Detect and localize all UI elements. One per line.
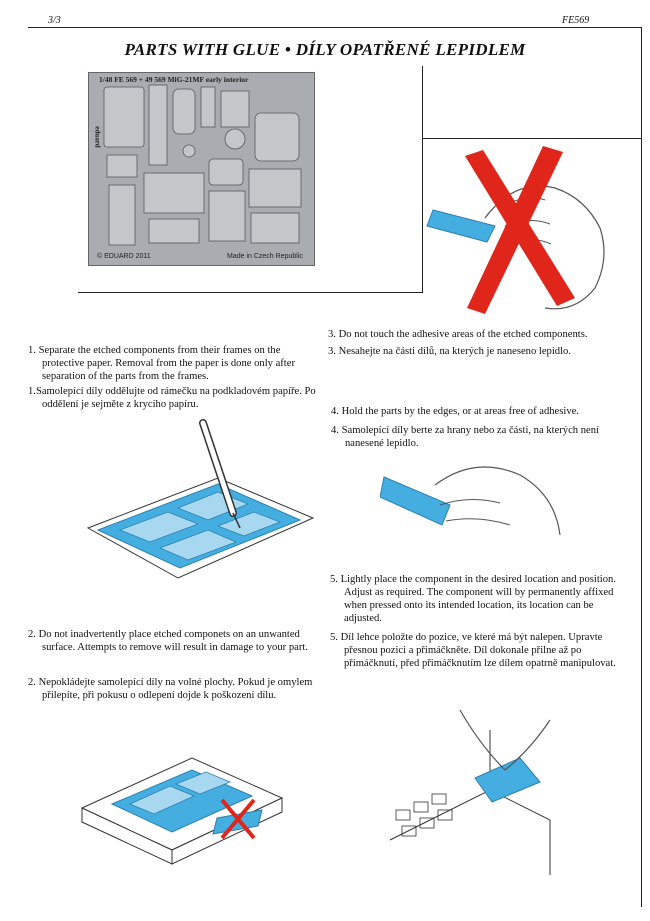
place-part-illustration	[380, 690, 570, 880]
fret-made-in: Made in Czech Republic	[227, 253, 303, 260]
wrong-surface-illustration	[72, 738, 292, 878]
product-code: FE569	[562, 15, 590, 26]
fret-image	[88, 72, 315, 266]
step-5-cz: 5. Díl lehce položte do pozice, ve které má být nalepen. Upravte přesnou pozici a přimáčkněte. Díl dokonale přilne až po přimáčknutí, před přimáčknutím lze dílem opatrně manipulovat.	[330, 632, 616, 669]
step-4-cz: 4. Samolepící díly berte za hrany nebo za části, na kterých není nanesené lepidlo.	[331, 425, 599, 449]
step-3-en: 3. Do not touch the adhesive areas of the etched components.	[328, 329, 588, 340]
step-1-cz: 1.Samolepící díly oddělujte od rámečku na podkladovém papíře. Po oddělení je sejměte z krycího papíru.	[28, 386, 316, 410]
step-2-cz: 2. Nepokládejte samolepící díly na volné plochy. Pokud je omylem přilepíte, při pokusu o odlepení dojde k poškození dílu.	[28, 677, 313, 701]
dont-touch-illustration	[425, 138, 625, 328]
header-rule	[28, 27, 642, 28]
hold-edges-illustration	[380, 445, 580, 555]
step-2-en: 2. Do not inadvertently place etched componets on an unwanted surface. Attempts to remove will result in damage to your part.	[28, 629, 308, 653]
step-3-cz: 3. Nesahejte na části dílů, na kterých je naneseno lepidlo.	[328, 346, 571, 357]
fret-parts-drawing	[89, 73, 314, 251]
fret-side-label: eduard	[93, 126, 102, 148]
step-1-en: 1. Separate the etched components from their frames on the protective paper. Removal from the paper is done only after separation of the parts from the frames.	[28, 345, 295, 382]
separate-parts-illustration	[68, 418, 328, 628]
step-5-en: 5. Lightly place the component in the desired location and position. Adjust as required. The component will by permanently affixed when pressed onto its intended location, its location can be adjusted.	[330, 574, 616, 624]
step-4-en: 4. Hold the parts by the edges, or at areas free of adhesive.	[331, 406, 579, 417]
right-border	[641, 27, 642, 907]
fret-label: 1/48 FE 569 + 49 569 MiG-21MF early interior	[99, 75, 249, 84]
page-number: 3/3	[48, 15, 61, 26]
page-title: PARTS WITH GLUE • DÍLY OPATŘENÉ LEPIDLEM	[124, 40, 526, 59]
fret-copyright: © EDUARD 2011	[97, 253, 151, 260]
